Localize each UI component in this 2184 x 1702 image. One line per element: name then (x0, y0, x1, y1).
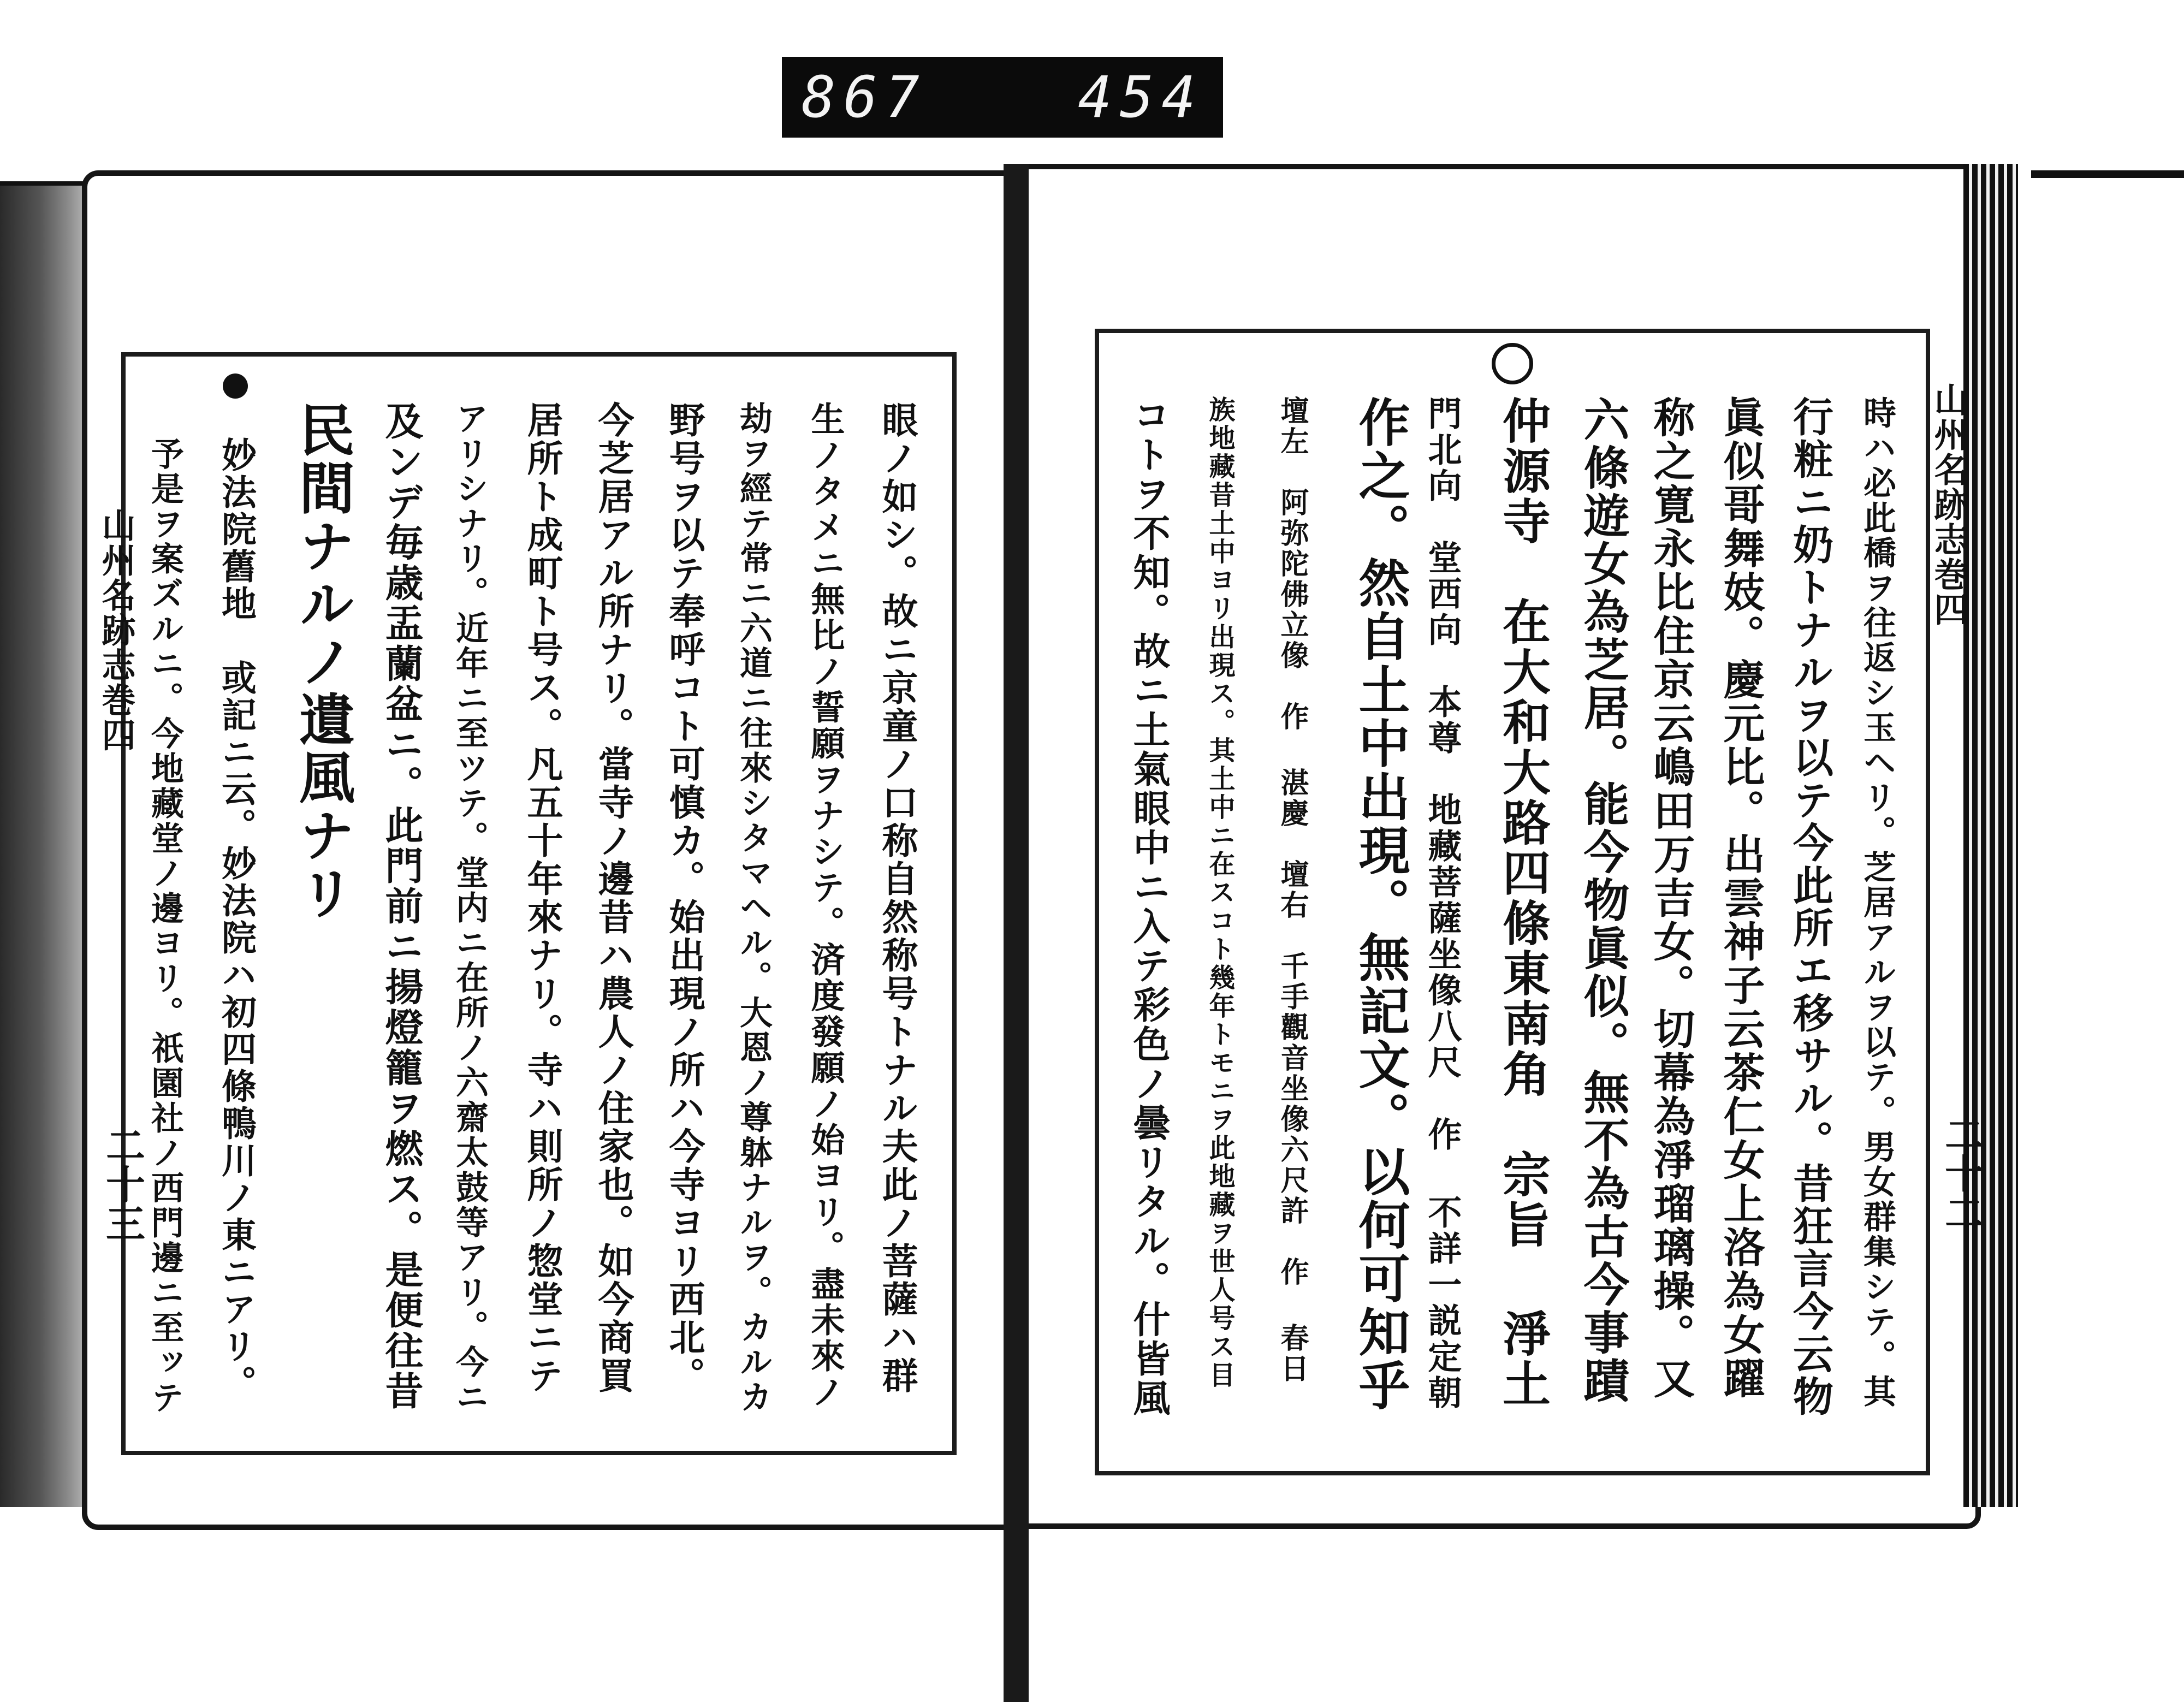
section-marker-circle (1492, 343, 1533, 384)
left-col-7: アリシナリ。近年ニ至ツテ。堂内ニ在所ノ六齋太鼓等アリ。今ニ (450, 401, 489, 1415)
left-running-head: 山州名跡志巻四 (96, 508, 136, 752)
left-col-5: 今芝居アル所ナリ。當寺ノ邊昔ハ農人ノ住家也。如今商買 (592, 401, 634, 1395)
right-col-8: 作之。然自土中出現。無記文。以何可知乎 (1350, 396, 1410, 1413)
table-edge-right (2031, 170, 2184, 178)
right-col-10: 族地藏昔土中ヨリ出現ス。其土中ニ在スコト幾年トモニヲ此地藏ヲ世人号ス目 (1204, 396, 1235, 1390)
book-spine (1004, 164, 1029, 1702)
right-col-4: 称之寛永比住京云嶋田万吉女。切幕為淨瑠璃操。又 (1647, 396, 1695, 1401)
archive-number-left: 867 (802, 64, 927, 131)
left-col-10: 妙法院舊地 或記ニ云。妙法院ハ初四條鴨川ノ東ニアリ。 (216, 437, 257, 1402)
right-col-1: 時ハ必此橋ヲ往返シ玉ヘリ。芝居アルヲ以テ。男女群集シテ。其 (1858, 396, 1896, 1409)
right-col-7: 門北向 堂西向 本尊 地藏菩薩坐像八尺 作 不詳一説定朝 (1422, 396, 1462, 1411)
archive-number-label (782, 57, 1223, 138)
right-col-9: 壇左 阿弥陀佛立像 作 湛慶 壇右 千手觀音坐像六尺許 作 春日 (1275, 396, 1309, 1384)
page-stack-edge (1963, 164, 2018, 1507)
right-col-6: 仲源寺 在大和大路四條東南角 宗旨 淨土 (1495, 396, 1552, 1409)
section-marker-dot (223, 373, 248, 399)
left-col-3: 劫ヲ經テ常ニ六道ニ往來シタマヘル。大恩ノ尊躰ナルヲ。カルカ (734, 401, 773, 1415)
left-page-number: 二十三 (99, 1125, 146, 1243)
right-col-5: 六條遊女為芝居。能今物眞似。無不為古今事蹟 (1576, 396, 1630, 1405)
right-col-2: 行粧ニ奶トナルヲ以テ今此所エ移サル。昔狂言今云物 (1787, 396, 1833, 1418)
left-col-11: 予是ヲ案ズルニ。今地藏堂ノ邊ヨリ。祇園社ノ西門邊ニ至ッテ (146, 437, 184, 1415)
left-col-1: 眼ノ如シ。故ニ京童ノ口称自然称号トナル夫此ノ菩薩ハ群 (876, 401, 918, 1395)
archive-number-right: 454 (1078, 64, 1203, 131)
left-col-2: 生ノタメニ無比ノ誓願ヲナシテ。済度發願ノ始ヨリ。盡未來ノ (805, 401, 845, 1410)
left-col-8: 及ンデ毎歳盂蘭盆ニ。此門前ニ揚燈籠ヲ燃ス。是便往昔 (379, 401, 424, 1412)
right-running-head: 山州名跡志巻四 (1928, 382, 1968, 627)
right-page-number: 二十二 (1938, 1114, 1985, 1232)
right-col-3: 眞似哥舞妓。慶元比。出雲神子云茶仁女上洛為女躍 (1717, 396, 1765, 1401)
left-col-6: 居所ト成町ト号ス。凡五十年來ナリ。寺ハ則所ノ惣堂ニテ (521, 401, 563, 1395)
right-col-11: コトヲ不知。故ニ土氣眼中ニ入テ彩色ノ曇リタル。什皆風 (1127, 396, 1171, 1418)
left-col-4: 野号ヲ以テ奉呼コト可慎カ。始出現ノ所ハ今寺ヨリ西北。 (663, 401, 705, 1395)
left-col-9: 民間ナルノ遺風ナリ (290, 401, 355, 922)
